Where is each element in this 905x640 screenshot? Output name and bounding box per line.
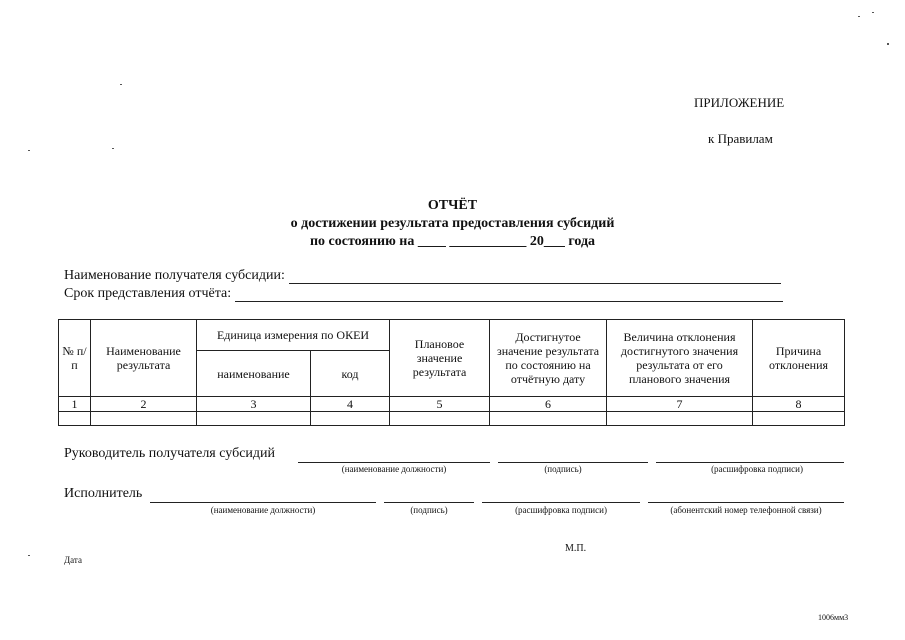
deadline-label: Срок представления отчёта: [64, 286, 232, 301]
column-number: 2 [91, 397, 197, 412]
executor-decryption-caption: (расшифровка подписи) [515, 505, 607, 515]
recipient-label: Наименование получателя субсидии: [64, 268, 285, 283]
table-cell[interactable] [197, 412, 311, 426]
scan-speck [858, 16, 860, 17]
col-header-unit-code: код [311, 351, 390, 397]
scan-speck [28, 150, 30, 151]
executor-position-caption: (наименование должности) [210, 505, 316, 515]
head-signature-caption: (подпись) [544, 464, 582, 474]
column-number: 1 [59, 397, 91, 412]
col-header-achieved: Достигнутое значение результата по состоянию на отчётную дату [490, 320, 607, 397]
table-cell[interactable] [607, 412, 753, 426]
table-row [59, 412, 845, 426]
table-cell[interactable] [59, 412, 91, 426]
report-date-line: по состоянию на ____ ___________ 20___ года [309, 234, 596, 249]
executor-signature-line[interactable] [384, 501, 474, 503]
col-header-deviation: Величина отклонения достигнутого значения результата от его планового значения [607, 320, 753, 397]
executor-signature-caption: (подпись) [410, 505, 448, 515]
table-cell[interactable] [390, 412, 490, 426]
table-cell[interactable] [490, 412, 607, 426]
executor-phone-line[interactable] [648, 501, 844, 503]
executor-phone-caption: (абонентский номер телефонной связи) [670, 505, 822, 515]
column-number: 6 [490, 397, 607, 412]
table-cell[interactable] [311, 412, 390, 426]
col-header-unit: Единица измерения по ОКЕИ [197, 320, 390, 351]
column-number-row [59, 397, 845, 412]
column-number: 4 [311, 397, 390, 412]
head-signature-line[interactable] [498, 461, 648, 463]
scan-speck [28, 555, 30, 556]
col-header-name: Наименование результата [91, 320, 197, 397]
to-rules-label: к Правилам [708, 131, 773, 146]
report-title: ОТЧЁТ [427, 198, 478, 213]
scan-speck [112, 148, 114, 149]
recipient-field [64, 268, 781, 284]
col-header-reason: Причина отклонения [753, 320, 845, 397]
executor-label: Исполнитель [64, 486, 143, 501]
col-header-num: № п/п [59, 320, 91, 397]
column-number: 3 [197, 397, 311, 412]
scan-speck [120, 84, 122, 85]
scan-speck [872, 12, 874, 13]
deadline-field [64, 286, 783, 302]
deadline-input-line[interactable] [235, 287, 783, 302]
head-signature-label: Руководитель получателя субсидий [64, 446, 276, 461]
scan-speck [887, 43, 889, 45]
report-table [58, 319, 845, 426]
table-cell[interactable] [753, 412, 845, 426]
col-header-plan: Плановое значение результата [390, 320, 490, 397]
column-number: 5 [390, 397, 490, 412]
stamp-place-label: М.П. [565, 543, 587, 554]
head-decryption-line[interactable] [656, 461, 844, 463]
column-number: 7 [607, 397, 753, 412]
executor-position-line[interactable] [150, 501, 376, 503]
report-subtitle: о достижении результата предоставления субсидий [290, 216, 615, 231]
column-number: 8 [753, 397, 845, 412]
table-cell[interactable] [91, 412, 197, 426]
executor-decryption-line[interactable] [482, 501, 640, 503]
document-code: 1006мм3 [818, 613, 849, 622]
head-position-caption: (наименование должности) [341, 464, 447, 474]
col-header-unit-name: наименование [197, 351, 311, 397]
appendix-label: ПРИЛОЖЕНИЕ [694, 95, 785, 110]
recipient-input-line[interactable] [289, 269, 781, 284]
date-label: Дата [64, 555, 82, 565]
head-decryption-caption: (расшифровка подписи) [711, 464, 803, 474]
head-position-line[interactable] [298, 461, 490, 463]
